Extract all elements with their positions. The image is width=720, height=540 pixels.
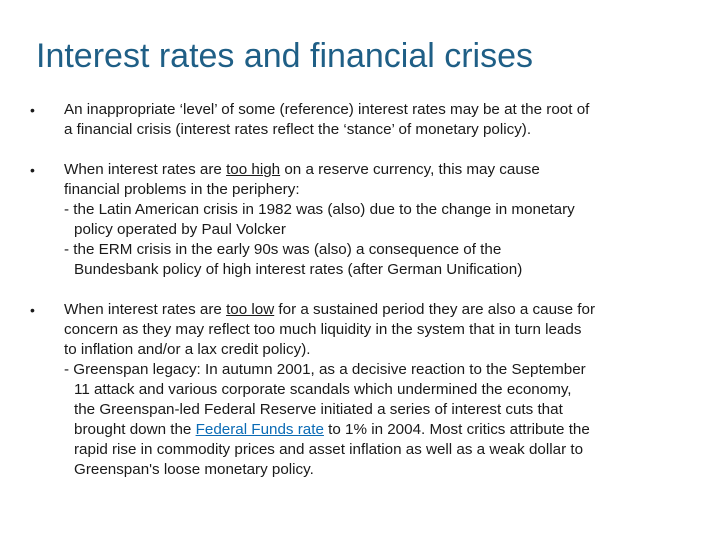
text-line: Bundesbank policy of high interest rates (after German Unification) [74, 261, 523, 278]
text-line: financial problems in the periphery: [64, 181, 300, 198]
bullet-icon: • [30, 162, 35, 178]
bullet-icon: • [30, 302, 35, 318]
text-line: An inappropriate ‘level’ of some (reference) interest rates may be at the root of [64, 101, 590, 118]
text-segment: When interest rates are [64, 161, 227, 178]
text-segment: to 1% in 2004. Most critics attribute the [323, 421, 590, 438]
text-line [64, 300, 698, 320]
text-segment: brought down the [74, 421, 196, 438]
emphasis-underlined: too high [226, 161, 281, 178]
bullet-item-1 [28, 100, 698, 140]
bullet-item-3 [28, 300, 698, 480]
text-line: concern as they may reflect too much liquidity in the system that in turn leads [64, 321, 582, 338]
text-line: Greenspan's loose monetary policy. [74, 461, 314, 478]
text-line: a financial crisis (interest rates reflect the ‘stance’ of monetary policy). [64, 121, 532, 138]
text-segment: on a reserve currency, this may cause [280, 161, 540, 178]
bullet-text [64, 300, 698, 480]
bullet-icon: • [30, 102, 35, 118]
text-line: rapid rise in commodity prices and asset inflation as well as a weak dollar to [74, 441, 584, 458]
text-line: - the ERM crisis in the early 90s was (also) a consequence of the [64, 241, 502, 258]
federal-funds-rate-link[interactable]: Federal Funds rate [195, 421, 324, 438]
slide-title: Interest rates and financial crises [36, 37, 534, 75]
bullet-list [28, 100, 698, 500]
bullet-text [64, 100, 698, 140]
text-line: the Greenspan-led Federal Reserve initiated a series of interest cuts that [74, 401, 563, 418]
text-segment: When interest rates are [64, 301, 227, 318]
bullet-item-2 [28, 160, 698, 280]
text-line: 11 attack and various corporate scandals which undermined the economy, [74, 381, 572, 398]
text-line [64, 160, 698, 180]
text-line: - Greenspan legacy: In autumn 2001, as a decisive reaction to the September [64, 361, 586, 378]
text-line [64, 420, 698, 440]
text-line: to inflation and/or a lax credit policy). [64, 341, 311, 358]
text-line: policy operated by Paul Volcker [74, 221, 286, 238]
emphasis-underlined: too low [226, 301, 275, 318]
bullet-text [64, 160, 698, 280]
text-segment: for a sustained period they are also a cause for [274, 301, 596, 318]
text-line: - the Latin American crisis in 1982 was (also) due to the change in monetary [64, 201, 575, 218]
